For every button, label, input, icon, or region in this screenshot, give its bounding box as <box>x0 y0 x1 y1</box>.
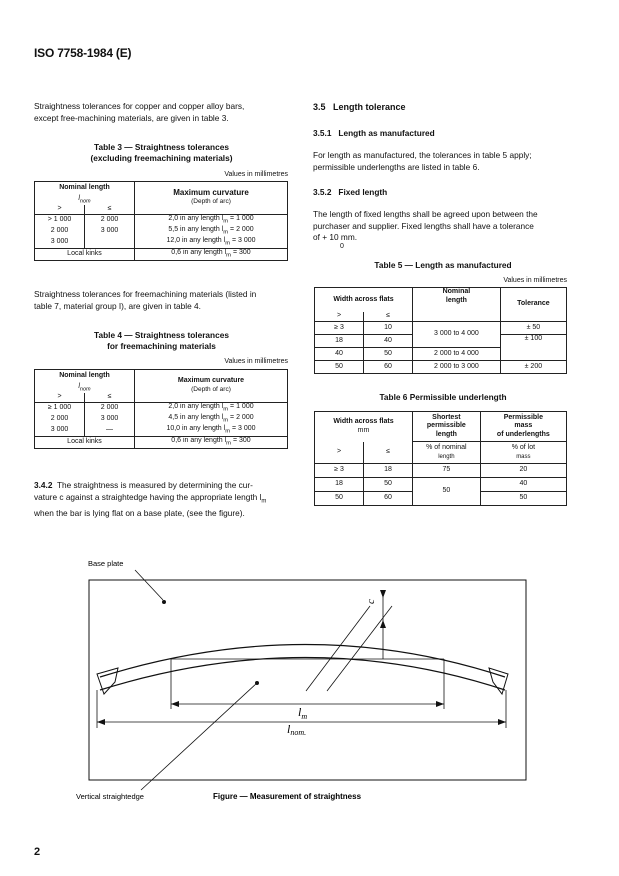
table-cell: 2 000 <box>85 214 135 225</box>
table-cell: 75 <box>413 464 481 478</box>
base-plate-dot <box>162 600 166 604</box>
table6 <box>314 411 567 506</box>
table6-header-le: ≤ <box>364 442 413 464</box>
table5-header-nominal: Nominal length <box>413 288 501 322</box>
table4-units: Values in millimetres <box>224 358 288 365</box>
table-cell: 50 <box>315 492 364 506</box>
intro-line: except free-machining materials, are given in table 3. <box>34 112 229 123</box>
table-cell: ± 200 <box>500 361 566 374</box>
table-cell: 2,0 in any length $l_m = 1$ 000 <box>135 402 288 413</box>
table3 <box>34 181 288 261</box>
c-leader-1 <box>327 606 392 691</box>
section-3-5-2-text: The length of fixed lengths shall be agreed upon between the purchaser and supplier. Fixed lengths shall have a tolerance of + 10 mm. <box>313 209 538 242</box>
straightness-figure <box>0 550 619 810</box>
para-freemachining: Straightness tolerances for freemachining materials (listed in table 7, material group I), are given in table 4. <box>34 289 257 311</box>
section-3-5-1-heading: 3.5.1 Length as manufactured <box>313 128 435 138</box>
table-cell: 60 <box>364 492 413 506</box>
section-3-5-1-text: For length as manufactured, the tolerances in table 5 apply; permissible underlengths are listed in table 6. <box>313 150 532 172</box>
table-cell: 5,5 in any length $l_m = 2$ 000 <box>135 226 288 237</box>
table3-caption: Table 3 — Straightness tolerances (excluding freemachining materials) <box>90 142 233 163</box>
base-plate-leader <box>135 570 163 600</box>
table3-header-gt: > <box>35 205 85 214</box>
table3-header-le: ≤ <box>85 205 135 214</box>
figure-caption: Figure — Measurement of straightness <box>213 792 362 801</box>
table-cell: 3 000 <box>35 425 85 436</box>
lm-label: $l_m$ <box>298 705 308 721</box>
table4-header-lnom: $l_{nom}$ <box>35 383 135 394</box>
table-cell: 50 <box>413 478 481 506</box>
table4-header-nominal: Nominal length <box>35 370 135 383</box>
tolerance-zero: 0 <box>340 243 344 250</box>
table3-header-nominal: Nominal length <box>35 182 135 195</box>
table6-caption: Table 6 Permissible underlength <box>379 392 507 402</box>
c-arrow-top <box>380 590 386 598</box>
table-cell: 2 000 <box>35 226 85 237</box>
lm-arrow-right <box>436 701 444 707</box>
table-cell: 20 <box>480 464 566 478</box>
base-plate-outline <box>89 580 526 780</box>
base-plate-label: Base plate <box>88 559 124 568</box>
table-cell: 3 000 to 4 000 <box>413 322 501 348</box>
intro-line: Straightness tolerances for copper and copper alloy bars, <box>34 101 245 111</box>
table-cell: 18 <box>315 335 364 348</box>
table4-header-curvature: Maximum curvature (Depth of arc) <box>135 370 288 403</box>
table5-header-gt: > <box>315 312 364 322</box>
table6-header-width: Width across flats mm <box>315 412 413 442</box>
table6-header-shortest: Shortest permissible length <box>413 412 481 442</box>
table-cell: > 1 000 <box>35 214 85 225</box>
table5-caption: Table 5 — Length as manufactured <box>374 260 512 270</box>
table6-header-gt: > <box>315 442 364 464</box>
bar-right-end <box>489 668 508 694</box>
table-cell: 18 <box>315 478 364 492</box>
table-cell: 3 000 <box>85 226 135 237</box>
table-cell: 2 000 <box>85 402 135 413</box>
table-cell <box>85 237 135 248</box>
table-cell: 10,0 in any length $l_m = 3$ 000 <box>135 425 288 436</box>
table5-header-tolerance: Tolerance <box>500 288 566 322</box>
table-cell: — <box>85 425 135 436</box>
table5-header-width: Width across flats <box>315 288 413 312</box>
table-cell: 3 000 <box>85 414 135 425</box>
table-cell: 50 <box>315 361 364 374</box>
table-cell: 50 <box>364 348 413 361</box>
table3-header-lnom: $l_{nom}$ <box>35 195 135 206</box>
table-cell: 50 <box>364 478 413 492</box>
table-cell: 0,6 in any length $l_m = 300$ <box>135 248 288 260</box>
table-cell: 50 <box>480 492 566 506</box>
table5 <box>314 287 567 374</box>
table-cell: 18 <box>364 464 413 478</box>
table3-header-curvature: Maximum curvature (Depth of arc) <box>135 182 288 215</box>
table-cell: 40 <box>480 478 566 492</box>
document-header: ISO 7758-1984 (E) <box>34 46 132 60</box>
section-3-5-2-heading: 3.5.2 Fixed length <box>313 187 388 197</box>
table-cell: 2 000 to 3 000 <box>413 361 501 374</box>
table-cell: ≥ 1 000 <box>35 402 85 413</box>
table3-units: Values in millimetres <box>224 171 288 178</box>
lnom-label: lnom. <box>287 722 307 737</box>
para-3-4-2: 3.4.2 The straightness is measured by determining the cur- vature c against a straightedge having the appropriate length $l_m$ when the bar is lying flat on a base plate, (see the figure). <box>34 480 267 518</box>
table-cell: 10 <box>364 322 413 335</box>
section-3-5-heading: 3.5 Length tolerance <box>313 102 406 112</box>
table4 <box>34 369 288 449</box>
straightedge-leader <box>141 683 257 790</box>
table-cell: 4,5 in any length $l_m = 2$ 000 <box>135 414 288 425</box>
page-number: 2 <box>34 846 41 858</box>
table-cell: 60 <box>364 361 413 374</box>
c-arrow-bottom <box>380 620 386 628</box>
lnom-arrow-right <box>498 719 506 725</box>
table4-header-le: ≤ <box>85 393 135 402</box>
table4-caption: Table 4 — Straightness tolerances for freemachining materials <box>94 330 229 351</box>
table-cell: 3 000 <box>35 237 85 248</box>
intro-paragraph <box>34 101 289 124</box>
table-cell: ≥ 3 <box>315 322 364 335</box>
c-label: c <box>365 599 377 604</box>
table-cell: 2,0 in any length $l_m = 1$ 000 <box>135 214 288 225</box>
lnom-arrow-left <box>97 719 105 725</box>
table-cell: 40 <box>315 348 364 361</box>
c-leader-2 <box>306 606 370 691</box>
table-cell: Local kinks <box>35 248 135 260</box>
table-cell: 2 000 to 4 000 <box>413 348 501 361</box>
table-cell: Local kinks <box>35 436 135 448</box>
table6-header-perm-unit: % of lot mass <box>480 442 566 464</box>
table4-header-gt: > <box>35 393 85 402</box>
table6-header-permissible: Permissible mass of underlengths <box>480 412 566 442</box>
table-cell: 0,6 in any length $l_m = 300$ <box>135 436 288 448</box>
straightedge-label: Vertical straightedge <box>76 792 144 801</box>
table-cell: 2 000 <box>35 414 85 425</box>
table-cell: 12,0 in any length $l_m = 3$ 000 <box>135 237 288 248</box>
table5-header-le: ≤ <box>364 312 413 322</box>
table-cell: 40 <box>364 335 413 348</box>
table-cell: ± 100 <box>500 335 566 361</box>
table6-header-shortest-unit: % of nominal length <box>413 442 481 464</box>
lm-arrow-left <box>171 701 179 707</box>
table5-units: Values in millimetres <box>503 277 567 284</box>
table-cell: ± 50 <box>500 322 566 335</box>
table-cell: ≥ 3 <box>315 464 364 478</box>
